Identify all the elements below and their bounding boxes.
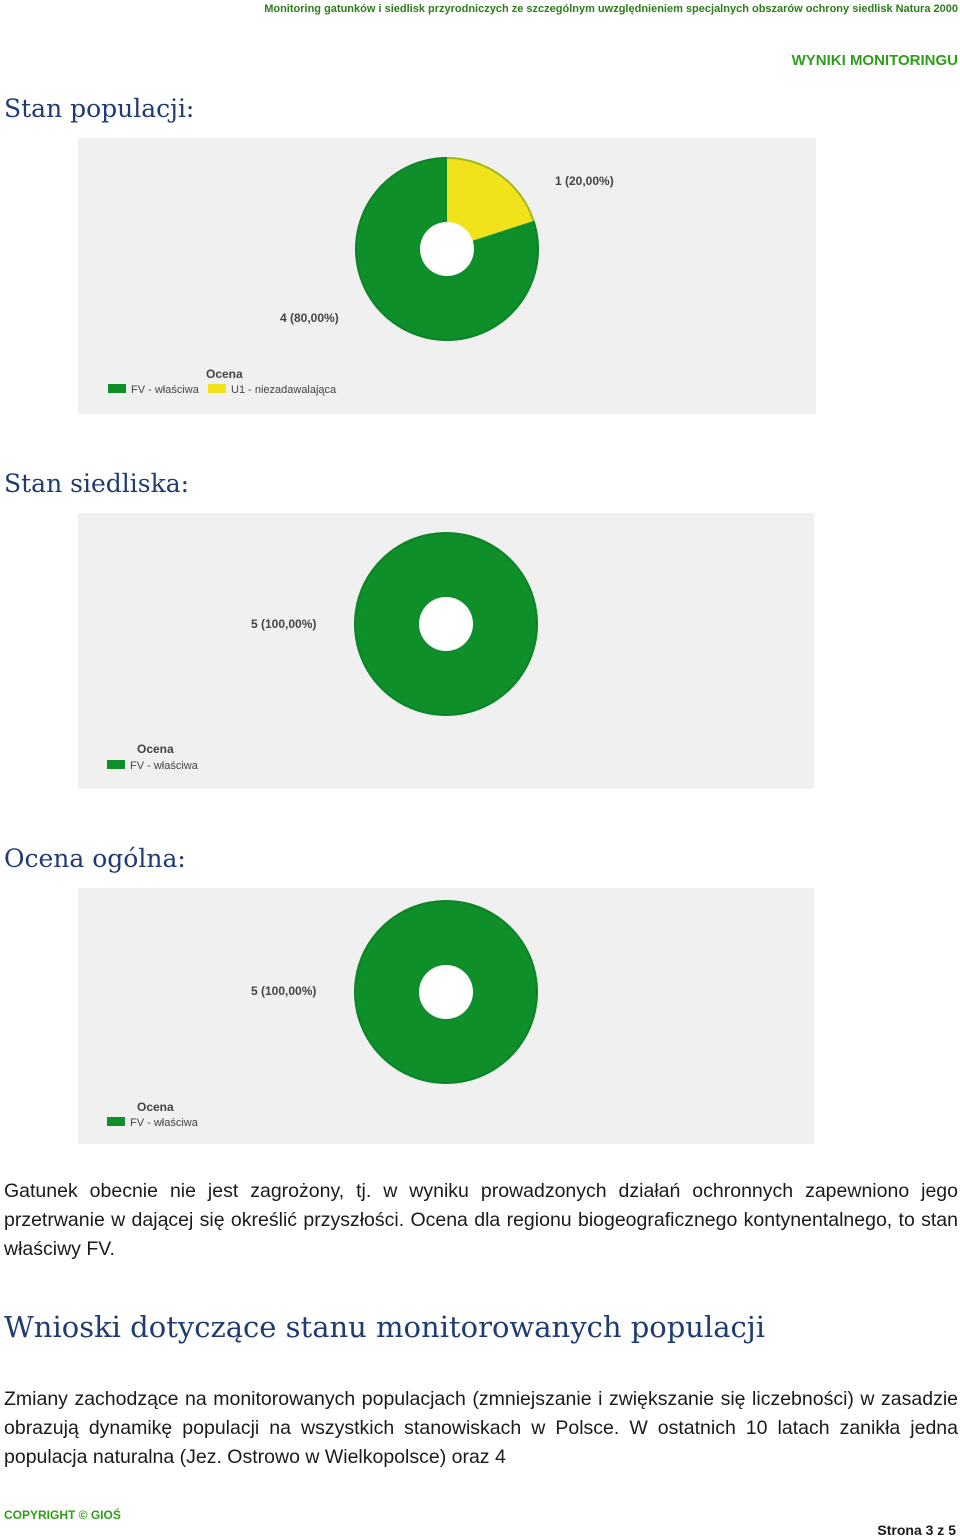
heading-conclusions: Wnioski dotyczące stanu monitorowanych populacji [4,1310,766,1344]
legend-title: Ocena [137,1100,174,1114]
section-title-habitat: Stan siedliska: [4,469,190,498]
legend-swatch [208,384,226,393]
legend-title: Ocena [206,367,243,381]
paragraph-conclusions: Zmiany zachodzące na monitorowanych populacjach (zmniejszanie i zwiększanie się liczebności) w zasadzie obrazują dynamikę populacji na wszystkich stanowiskach w Polsce. W ostatnich 10 latach zanikła jedna populacja naturalna (Jez. Ostrowo w Wielkopolsce) oraz 4 [4,1388,958,1468]
donut-hole [419,597,473,651]
chart-habitat-svg [78,513,814,789]
legend-label: FV - właściwa [130,1117,198,1129]
chart-population [78,138,816,414]
legend-swatch [107,1117,125,1126]
chart-overall-svg [78,888,814,1144]
paragraph-assessment: Gatunek obecnie nie jest zagrożony, tj. w wyniku prowadzonych działań ochronnych zapewniono jego przetrwanie w dającej się określić przyszłości. Ocena dla regionu biogeograficznego kontynentalnego, to stan właściwy FV. [4,1180,958,1260]
donut-hole [419,965,473,1019]
chart-population-svg [78,138,816,414]
data-label: 1 (20,00%) [555,174,614,188]
chart-overall [78,888,814,1144]
footer-page-number: Strona 3 z 5 [877,1522,956,1538]
data-label: 4 (80,00%) [280,311,339,325]
legend-label: FV - właściwa [131,384,199,396]
legend-swatch [107,760,125,769]
footer-copyright: COPYRIGHT © GIOŚ [4,1508,121,1522]
section-title-overall: Ocena ogólna: [4,844,186,873]
legend-swatch [108,384,126,393]
legend-label: FV - właściwa [130,760,198,772]
data-label: 5 (100,00%) [251,984,317,998]
chart-habitat [78,513,814,789]
legend-title: Ocena [137,742,174,756]
header-section-label: WYNIKI MONITORINGU [791,52,958,69]
donut-hole [420,222,474,276]
header-document-title: Monitoring gatunków i siedlisk przyrodniczych ze szczególnym uwzględnieniem specjalnych obszarów ochrony siedlisk Natura 2000 [264,3,958,15]
data-label: 5 (100,00%) [251,617,317,631]
section-title-population: Stan populacji: [4,94,195,123]
legend-label: U1 - niezadawalająca [231,384,337,396]
